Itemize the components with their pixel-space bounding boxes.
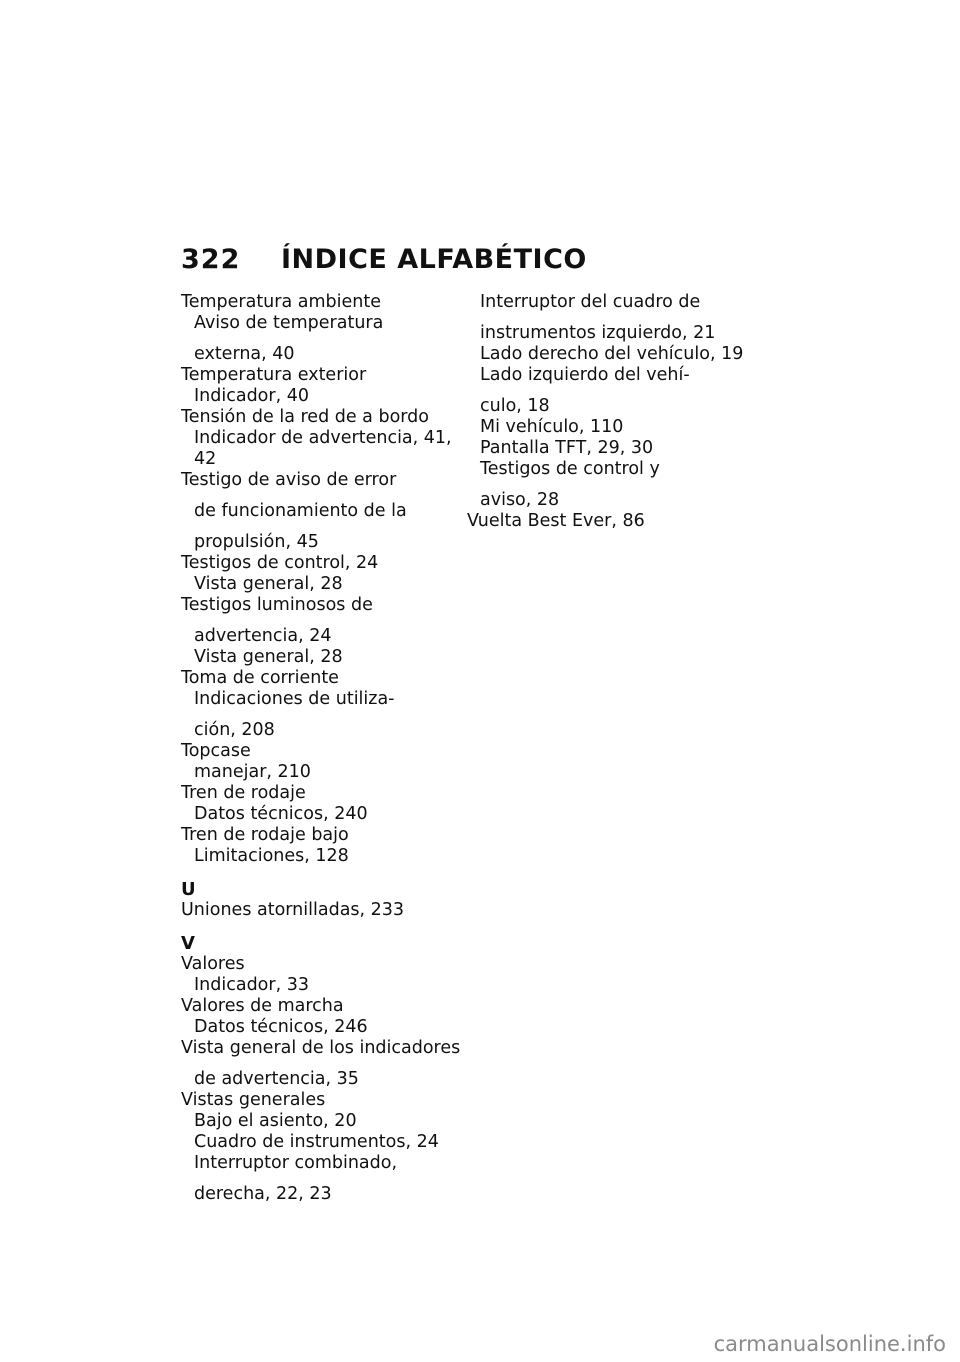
- index-subentry: de advertencia, 35: [194, 1069, 359, 1089]
- entry-spacer: [467, 480, 767, 490]
- index-entry: Tensión de la red de a bordo: [181, 407, 429, 427]
- index-entry: Valores: [181, 954, 245, 974]
- index-subentry: Vista general, 28: [194, 574, 343, 594]
- index-subentry: Indicador, 40: [194, 386, 309, 406]
- section-letter: U: [181, 879, 196, 900]
- index-subentry: externa, 40: [194, 344, 295, 364]
- index-subentry: propulsión, 45: [194, 532, 319, 552]
- entry-spacer: [181, 522, 461, 532]
- index-entry: Vistas generales: [181, 1090, 326, 1110]
- index-entry: Topcase: [181, 741, 251, 761]
- index-entry: Testigos luminosos de: [181, 595, 373, 615]
- entry-spacer: [181, 1174, 461, 1184]
- index-subentry: Datos técnicos, 246: [194, 1017, 368, 1037]
- index-entry: Testigos de control, 24: [181, 553, 379, 573]
- index-subentry: ción, 208: [194, 720, 275, 740]
- index-entry: Uniones atornilladas, 233: [181, 900, 405, 920]
- index-subentry: Indicaciones de utiliza-: [194, 689, 395, 709]
- index-subentry: de funcionamiento de la: [194, 501, 407, 521]
- index-subentry: Indicador, 33: [194, 975, 309, 995]
- entry-spacer: [467, 386, 767, 396]
- entry-spacer: [181, 616, 461, 626]
- index-subentry: manejar, 210: [194, 762, 311, 782]
- entry-spacer: [181, 710, 461, 720]
- index-subentry: Lado derecho del vehículo, 19: [480, 344, 744, 364]
- index-entry: Testigo de aviso de error: [181, 470, 397, 490]
- index-column-left: [181, 292, 461, 1205]
- index-subentry: culo, 18: [480, 396, 550, 416]
- index-subentry: Testigos de control y: [480, 459, 660, 479]
- index-subentry: Interruptor del cuadro de: [480, 292, 701, 312]
- index-subentry: Aviso de temperatura: [194, 313, 384, 333]
- index-subentry: advertencia, 24: [194, 626, 332, 646]
- page-header: [181, 244, 587, 275]
- index-subentry: Bajo el asiento, 20: [194, 1111, 357, 1131]
- index-subentry: Lado izquierdo del vehí-: [480, 365, 690, 385]
- index-subentry: 42: [194, 449, 217, 469]
- index-entry: Temperatura exterior: [181, 365, 367, 385]
- index-subentry: Limitaciones, 128: [194, 846, 349, 866]
- index-subentry: derecha, 22, 23: [194, 1184, 332, 1204]
- page-number: 322: [181, 244, 241, 275]
- index-entry: Vuelta Best Ever, 86: [467, 511, 645, 531]
- index-column-right: [467, 292, 767, 532]
- index-entry: Vista general de los indicadores: [181, 1038, 461, 1058]
- index-entry: Toma de corriente: [181, 668, 339, 688]
- index-subentry: Indicador de advertencia, 41,: [194, 428, 452, 448]
- section-letter: V: [181, 933, 195, 954]
- index-entry: Temperatura ambiente: [181, 292, 381, 312]
- index-entry: Valores de marcha: [181, 996, 344, 1016]
- page-title: ÍNDICE ALFABÉTICO: [281, 244, 587, 275]
- index-entry: Tren de rodaje bajo: [181, 825, 349, 845]
- index-subentry: Interruptor combinado,: [194, 1153, 398, 1173]
- watermark: carmanualsonline.info: [713, 1332, 946, 1356]
- index-subentry: instrumentos izquierdo, 21: [480, 323, 716, 343]
- index-subentry: Vista general, 28: [194, 647, 343, 667]
- index-subentry: Pantalla TFT, 29, 30: [480, 438, 654, 458]
- index-entry: Tren de rodaje: [181, 783, 306, 803]
- index-subentry: Cuadro de instrumentos, 24: [194, 1132, 439, 1152]
- entry-spacer: [181, 1059, 461, 1069]
- index-subentry: aviso, 28: [480, 490, 560, 510]
- entry-spacer: [181, 334, 461, 344]
- index-subentry: Datos técnicos, 240: [194, 804, 368, 824]
- entry-spacer: [467, 313, 767, 323]
- index-subentry: Mi vehículo, 110: [480, 417, 624, 437]
- entry-spacer: [181, 491, 461, 501]
